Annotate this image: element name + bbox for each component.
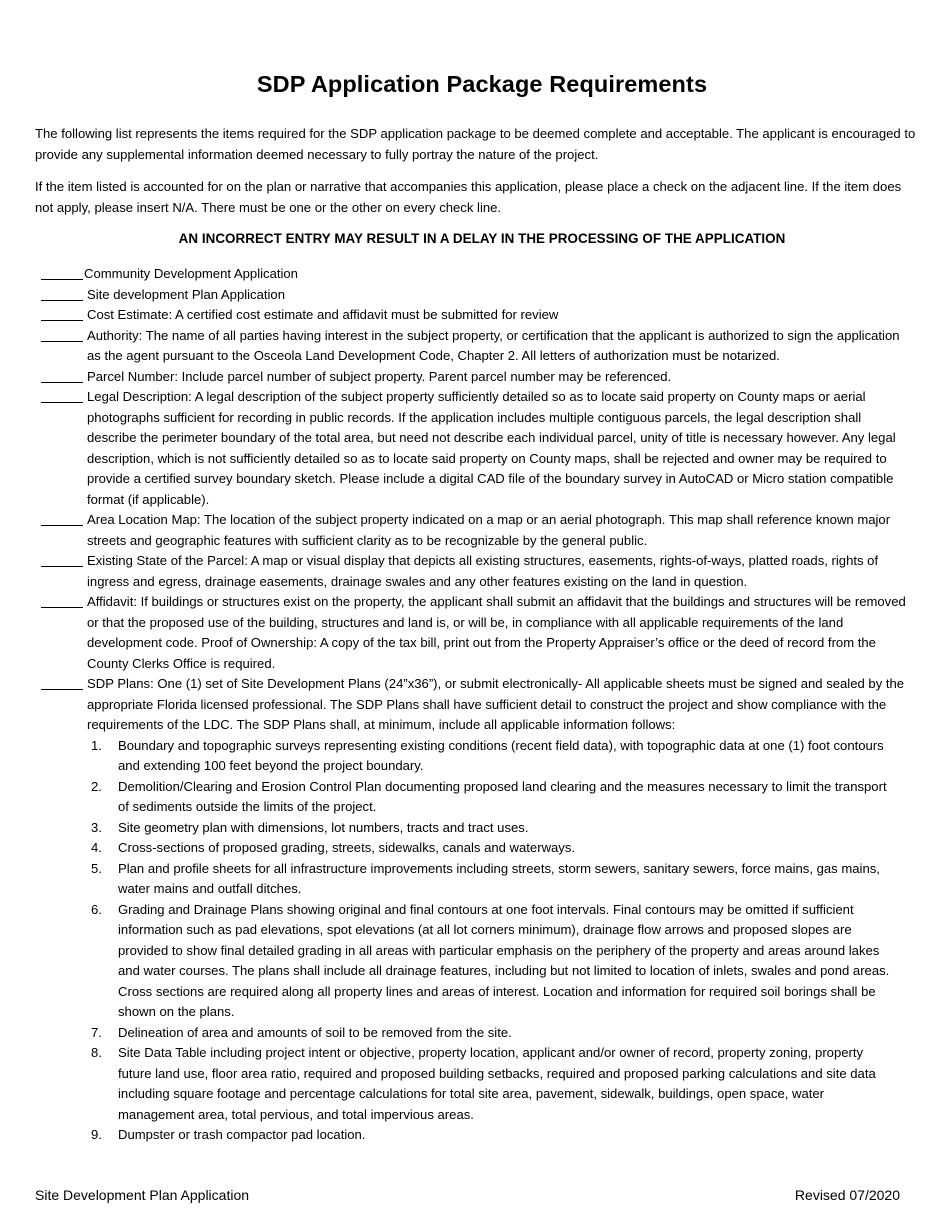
check-line[interactable] — [41, 674, 83, 690]
checklist-item-text: Site development Plan Application — [87, 286, 285, 302]
list-item-text: Plan and profile sheets for all infrastructure improvements including streets, storm sewers, sanitary sewers, force mains, gas mains, water mains and outfall ditches. — [118, 860, 880, 896]
list-item — [78, 1125, 911, 1146]
check-line[interactable] — [41, 264, 83, 280]
checklist-item-text: SDP Plans: One (1) set of Site Development Plans (24”x36”), or submit electronically- All applicable sheets must be signed and sealed by the appropriate Florida licensed professional. The SDP Plans shall have sufficient detail to construct the project and show compliance with the requirements of the LDC. The SDP Plans shall, at minimum, include all applicable information follows: — [87, 676, 905, 732]
list-item-text: Boundary and topographic surveys representing existing conditions (recent field data), with topographic data at one (1) foot contours and extending 100 feet beyond the project boundary. — [118, 737, 884, 773]
list-item — [78, 1043, 911, 1125]
list-item — [78, 777, 911, 818]
checklist-item-text: Cost Estimate: A certified cost estimate and affidavit must be submitted for review — [87, 307, 559, 322]
checklist-item-affidavit — [41, 592, 911, 674]
list-item-number: 8. — [91, 1045, 102, 1060]
checklist-item-text: Affidavit: If buildings or structures exist on the property, the applicant shall submit an affidavit that the buildings and structures will be removed or that the proposed use of the building, structures and land is, or will be, in compliance with all applicable requirements of the land development code. Proof of Ownership: A copy of the tax bill, print out from the Property Appraiser’s office or the deed of record from the County Clerks Office is required. — [87, 594, 906, 671]
checklist-item-text: Existing State of the Parcel: A map or visual display that depicts all existing structures, easements, rights-of-ways, platted roads, rights of ingress and egress, drainage easements, drainage swales and any other features existing on the land in question. — [87, 553, 879, 589]
list-item-number: 7. — [91, 1024, 102, 1040]
instructions-paragraph: If the item listed is accounted for on the plan or narrative that accompanies this application, please place a check on the adjacent line. If the item does not apply, please insert N/A. There must be one or the other on every check line. — [35, 179, 902, 215]
list-item — [78, 1023, 911, 1044]
check-line[interactable] — [41, 305, 83, 321]
checklist-item-text: Authority: The name of all parties having interest in the subject property, or certification that the applicant is authorized to sign the application as the agent pursuant to the Osceola Land Development Code, Chapter 2. All letters of authorization must be notarized. — [87, 327, 900, 363]
checklist-item-existing-state-of-parcel — [41, 551, 911, 592]
checklist-item-legal-description — [41, 387, 911, 510]
checklist-item-text: Parcel Number: Include parcel number of subject property. Parent parcel number may be referenced. — [87, 368, 672, 384]
requirements-checklist — [41, 264, 911, 1146]
checklist-item-parcel-number — [41, 367, 911, 388]
checklist-item-text: Area Location Map: The location of the subject property indicated on a map or an aerial photograph. This map shall reference known major streets and geographic features with sufficient clarity as to be recognizable by the general public. — [87, 512, 891, 548]
list-item-number: 3. — [91, 819, 102, 835]
warning-heading: AN INCORRECT ENTRY MAY RESULT IN A DELAY IN THE PROCESSING OF THE APPLICATION — [178, 231, 786, 246]
sdp-requirements-list — [41, 736, 911, 1146]
list-item — [78, 838, 911, 859]
checklist-item-authority — [41, 326, 911, 367]
check-line[interactable] — [41, 510, 83, 526]
check-line[interactable] — [41, 551, 83, 567]
check-line[interactable] — [41, 326, 83, 342]
list-item-number: 5. — [91, 860, 102, 876]
list-item-text: Delineation of area and amounts of soil to be removed from the site. — [118, 1024, 512, 1040]
checklist-item-site-development-plan-application — [41, 285, 911, 306]
list-item — [78, 818, 911, 839]
check-line[interactable] — [41, 285, 83, 301]
checklist-item-area-location-map — [41, 510, 911, 551]
page-title: SDP Application Package Requirements — [256, 71, 708, 97]
list-item-text: Cross-sections of proposed grading, streets, sidewalks, canals and waterways. — [118, 840, 576, 855]
footer-document-name: Site Development Plan Application — [35, 1187, 250, 1203]
intro-paragraph: The following list represents the items required for the SDP application package to be deemed complete and acceptable. The applicant is encouraged to provide any supplemental information deemed necessary to fully portray the nature of the project. — [35, 126, 916, 162]
list-item-number: 4. — [91, 840, 102, 855]
list-item — [78, 736, 911, 777]
list-item-text: Grading and Drainage Plans showing original and final contours at one foot intervals. Final contours may be omitted if sufficient information such as pad elevations, spot elevations (at all lot corners minimum), drainage flow arrows and proposed slopes are provided to show final detailed grading in all areas with particular emphasis on the periphery of the property and areas around lakes and water courses. The plans shall include all drainage features, including but not limited to location of inlets, swales and pond areas. Cross sections are required along all property lines and areas of interest. Location and information for required soil borings shall be shown on the plans. — [118, 901, 890, 1019]
list-item-text: Dumpster or trash compactor pad location. — [118, 1127, 366, 1142]
list-item — [78, 900, 911, 1023]
checklist-item-sdp-plans — [41, 674, 911, 736]
list-item-text: Site geometry plan with dimensions, lot numbers, tracts and tract uses. — [118, 819, 529, 835]
checklist-item-text: Community Development Application — [84, 266, 298, 281]
list-item-number: 6. — [91, 901, 102, 917]
list-item-number: 2. — [91, 778, 102, 794]
footer-revision-date: Revised 07/2020 — [794, 1187, 900, 1203]
checklist-item-community-development-application — [41, 264, 911, 285]
checklist-item-cost-estimate — [41, 305, 911, 326]
check-line[interactable] — [41, 367, 83, 383]
list-item-text: Demolition/Clearing and Erosion Control Plan documenting proposed land clearing and the measures necessary to limit the transport of sediments outside the limits of the project. — [118, 778, 887, 814]
check-line[interactable] — [41, 387, 83, 403]
list-item-number: 1. — [91, 737, 102, 753]
check-line[interactable] — [41, 592, 83, 608]
list-item-text: Site Data Table including project intent or objective, property location, applicant and/or owner of record, property zoning, property future land use, floor area ratio, required and proposed building setbacks, required and proposed parking calculations and site data including square footage and percentage calculations for total site area, pavement, sidewalk, buildings, open space, water management area, total pervious, and total impervious areas. — [118, 1045, 876, 1122]
checklist-item-text: Legal Description: A legal description of the subject property sufficiently detailed so as to locate said property on County maps or aerial photographs sufficient for recording in public records. If the application includes multiple contiguous parcels, the legal description shall describe the perimeter boundary of the total area, but need not describe each individual parcel, unity of title is necessary however. Any legal description, which is not sufficiently detailed so as to locate said property on County maps, shall be rejected and owner may be required to provide a certified survey boundary sketch. Please include a digital CAD file of the boundary survey in AutoCAD or Micro station compatible format (if applicable). — [87, 389, 896, 507]
list-item-number: 9. — [91, 1127, 102, 1142]
list-item — [78, 859, 911, 900]
